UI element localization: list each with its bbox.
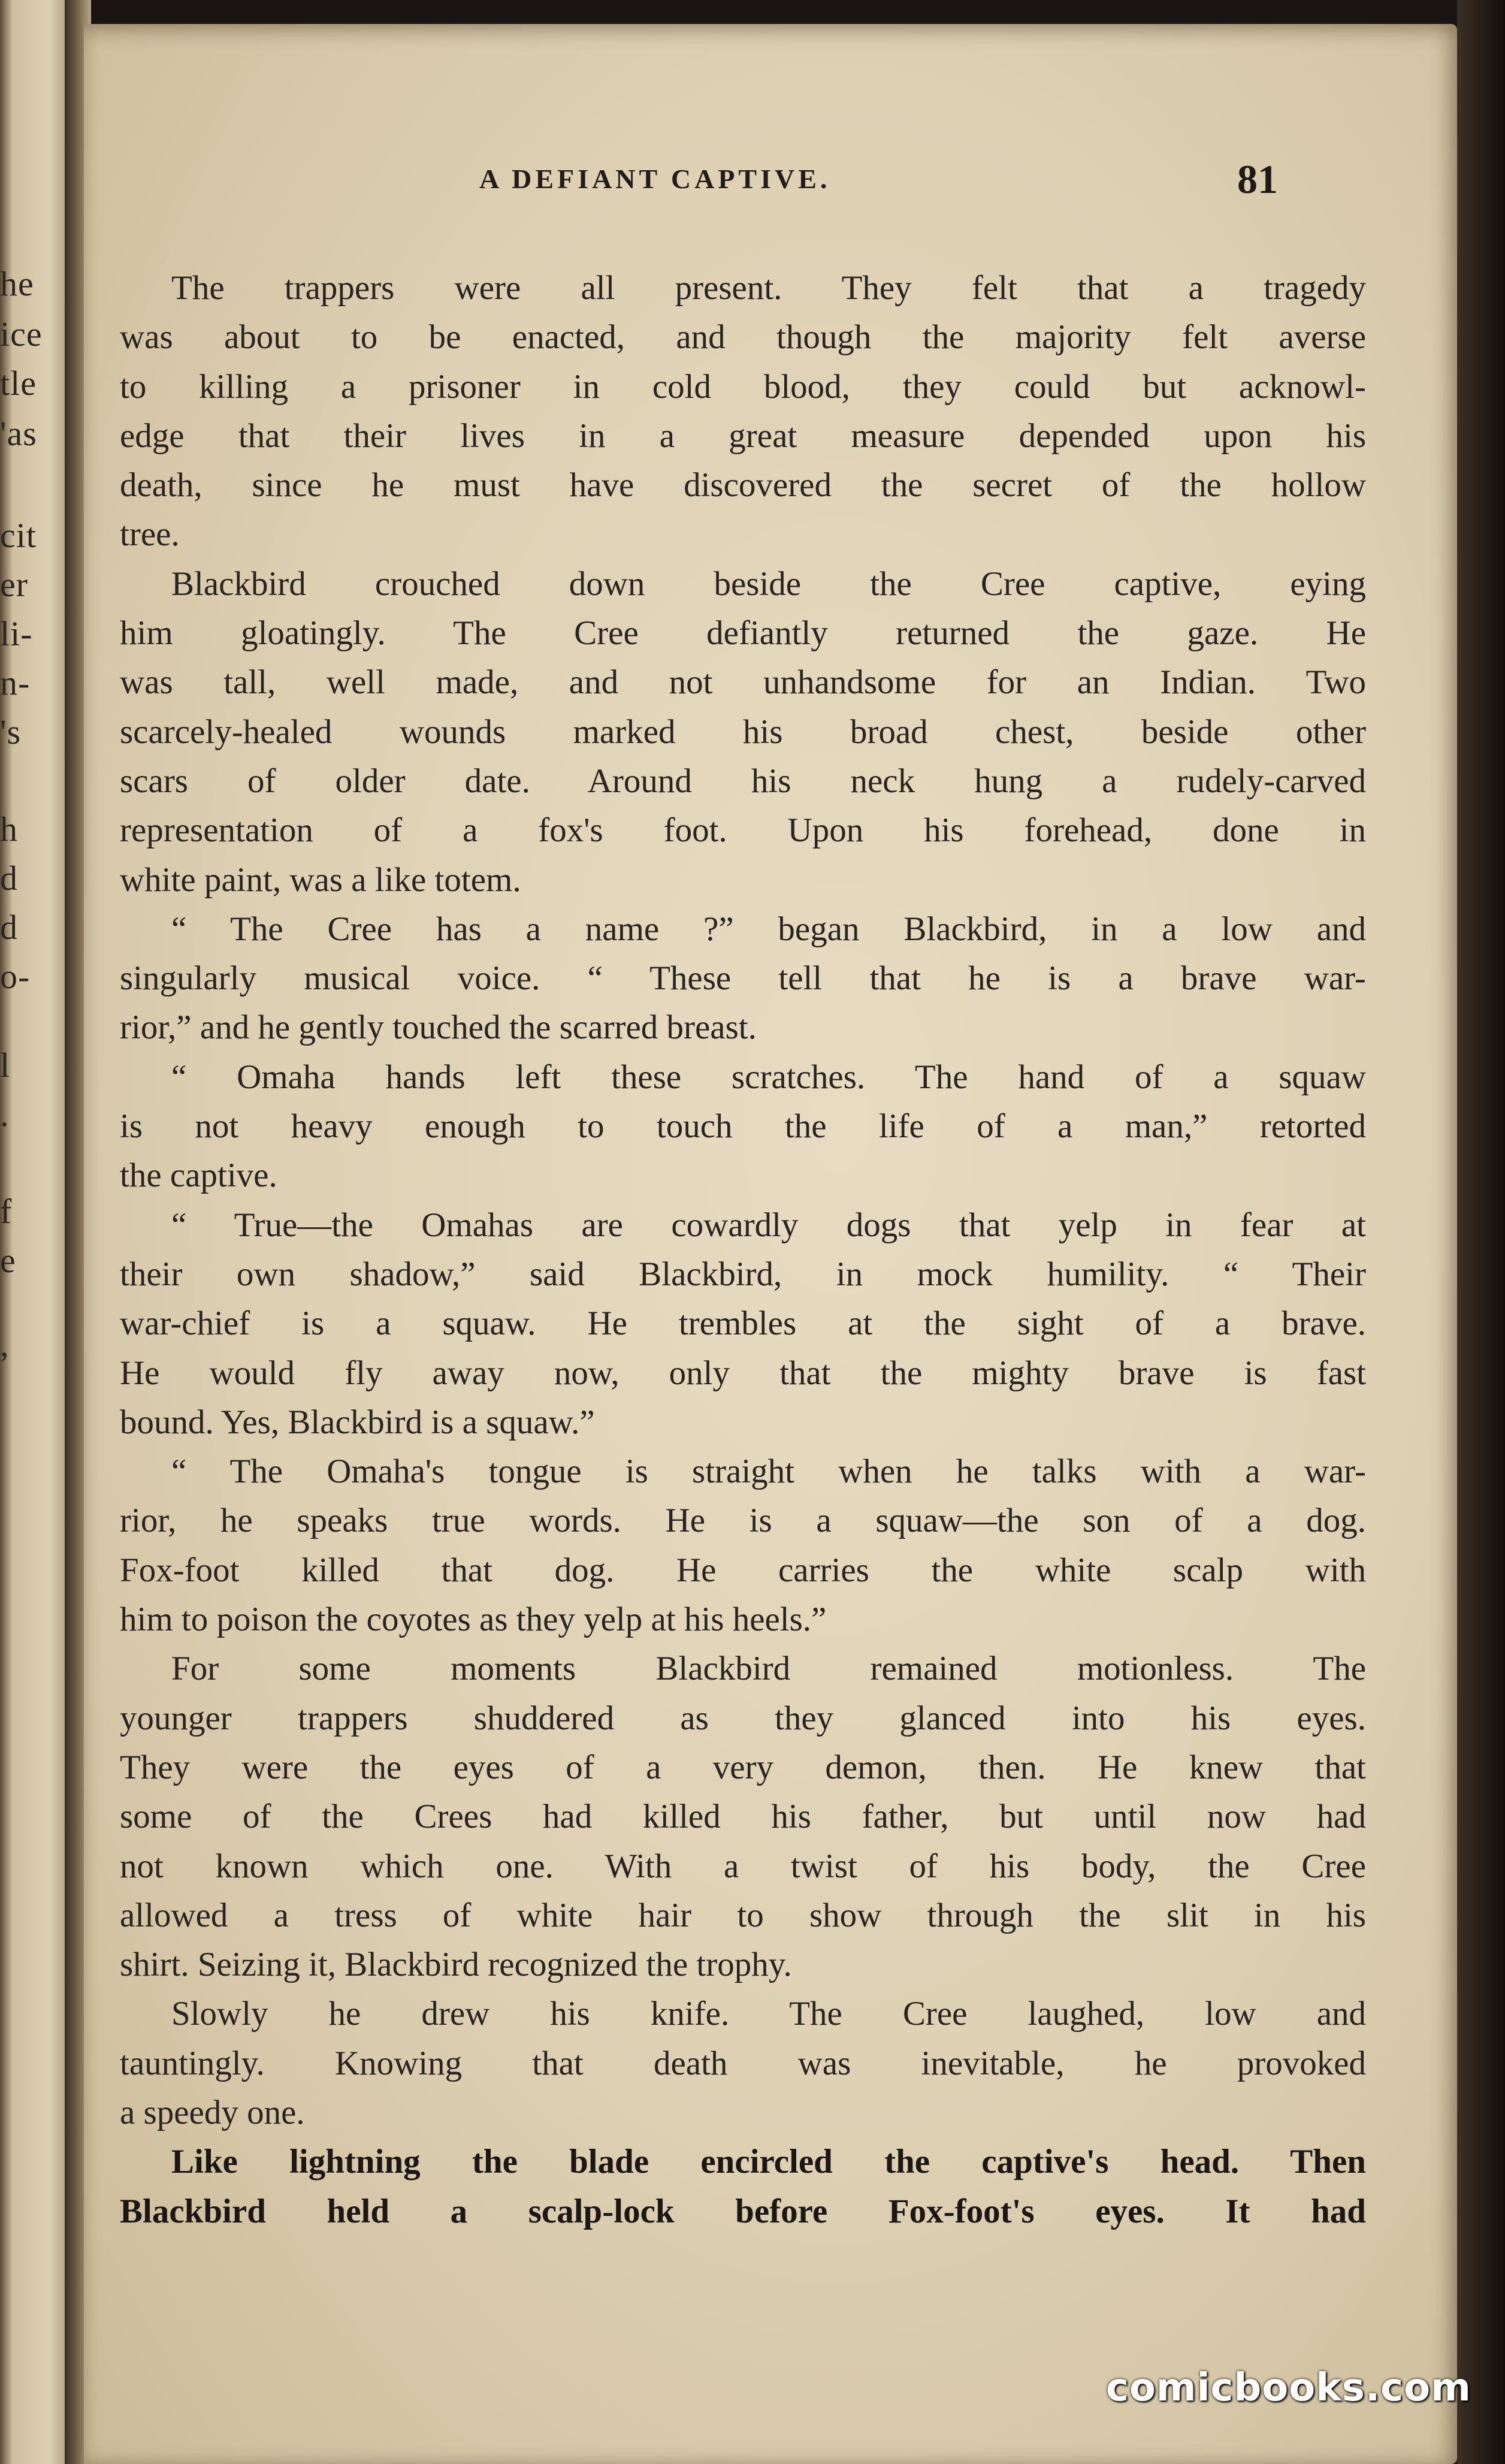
fragment-line: f xyxy=(0,1192,13,1231)
text-line: He would fly away now, only that the mighty brave is fast xyxy=(120,1354,1366,1392)
watermark: comicbooks.com xyxy=(1106,2366,1471,2410)
text-line: shirt. Seizing it, Blackbird recognized the trophy. xyxy=(120,1946,792,1984)
text-line: Blackbird crouched down beside the Cree captive, eying xyxy=(171,564,1366,603)
text-line: a speedy one. xyxy=(120,2093,305,2131)
previous-page-edge xyxy=(0,0,71,2464)
fragment-line: l xyxy=(0,1046,11,1085)
text-line: Blackbird held a scalp-lock before Fox-foot's eyes. It had xyxy=(120,2192,1366,2230)
text-line: to killing a prisoner in cold blood, they could but acknowl- xyxy=(120,367,1366,406)
running-head xyxy=(84,156,1457,211)
text-line: They were the eyes of a very demon, then. He knew that xyxy=(120,1748,1366,1786)
fragment-line: ice xyxy=(0,315,43,354)
text-line: him to poison the coyotes as they yelp at his heels.” xyxy=(120,1601,827,1639)
page-number: 81 xyxy=(1237,156,1278,202)
text-line: not known which one. With a twist of his body, the Cree xyxy=(120,1847,1366,1885)
text-line: For some moments Blackbird remained motionless. The xyxy=(171,1650,1366,1688)
fragment-line: d xyxy=(0,908,18,947)
text-line: tree. xyxy=(120,515,180,554)
fragment-line: , xyxy=(0,1325,10,1364)
fragment-line: h xyxy=(0,810,18,848)
text-line: was tall, well made, and not unhandsome for an Indian. Two xyxy=(120,663,1366,702)
fragment-line: . xyxy=(0,1095,10,1134)
book-page xyxy=(84,24,1457,2464)
fragment-line: 's xyxy=(0,712,22,751)
text-line: Slowly he drew his knife. The Cree laughed, low and xyxy=(171,1995,1366,2033)
text-line: “ The Omaha's tongue is straight when he talks with a war- xyxy=(171,1453,1366,1491)
text-line: their own shadow,” said Blackbird, in mock humility. “ Their xyxy=(120,1255,1366,1293)
text-line: tauntingly. Knowing that death was inevitable, he provoked xyxy=(120,2044,1366,2082)
text-line: some of the Crees had killed his father, but until now had xyxy=(120,1798,1366,1836)
text-line: white paint, was a like totem. xyxy=(120,860,521,899)
fragment-line: o- xyxy=(0,957,31,996)
fragment-line: d xyxy=(0,859,18,898)
body-text xyxy=(120,264,1366,2236)
text-line: scarcely-healed wounds marked his broad chest, beside other xyxy=(120,712,1366,751)
fragment-line: er xyxy=(0,565,29,604)
text-line: representation of a fox's foot. Upon his forehead, done in xyxy=(120,811,1366,850)
text-line: death, since he must have discovered the secret of the hollow xyxy=(120,466,1366,505)
book-right-edge xyxy=(1457,0,1505,2464)
fragment-line: he xyxy=(0,264,34,303)
fragment-line: li- xyxy=(0,614,33,653)
text-line: “ True—the Omahas are cowardly dogs that yelp in fear at xyxy=(171,1206,1366,1244)
text-line: rior, he speaks true words. He is a squaw—the son of a dog. xyxy=(120,1502,1366,1540)
text-line: is not heavy enough to touch the life of a man,” retorted xyxy=(120,1107,1366,1146)
fragment-line: 'as xyxy=(0,414,37,453)
text-line: Fox-foot killed that dog. He carries the white scalp with xyxy=(120,1551,1366,1589)
text-line: bound. Yes, Blackbird is a squaw.” xyxy=(120,1403,595,1441)
fragment-line: n- xyxy=(0,663,31,702)
text-line: allowed a tress of white hair to show through the slit in his xyxy=(120,1896,1366,1934)
text-line: edge that their lives in a great measure depended upon his xyxy=(120,416,1366,455)
text-line: Like lightning the blade encircled the captive's head. Then xyxy=(171,2143,1366,2181)
text-line: “ The Cree has a name ?” began Blackbird, in a low and xyxy=(171,910,1366,948)
text-line: rior,” and he gently touched the scarred breast. xyxy=(120,1008,757,1047)
text-line: younger trappers shuddered as they glanced into his eyes. xyxy=(120,1699,1366,1737)
text-line: singularly musical voice. “ These tell that he is a brave war- xyxy=(120,959,1366,998)
fragment-line: cit xyxy=(0,516,37,555)
fragment-line: e xyxy=(0,1241,16,1280)
running-title: A DEFIANT CAPTIVE. xyxy=(479,164,831,194)
text-line: scars of older date. Around his neck hung a rudely-carved xyxy=(120,762,1366,800)
text-line: “ Omaha hands left these scratches. The hand of a squaw xyxy=(171,1058,1366,1096)
text-line: the captive. xyxy=(120,1156,277,1195)
fragment-line: tle xyxy=(0,364,37,403)
text-line: The trappers were all present. They felt that a tragedy xyxy=(171,269,1366,307)
text-line: war-chief is a squaw. He trembles at the sight of a brave. xyxy=(120,1305,1366,1343)
text-line: was about to be enacted, and though the majority felt averse xyxy=(120,318,1366,357)
text-line: him gloatingly. The Cree defiantly returned the gaze. He xyxy=(120,614,1366,653)
